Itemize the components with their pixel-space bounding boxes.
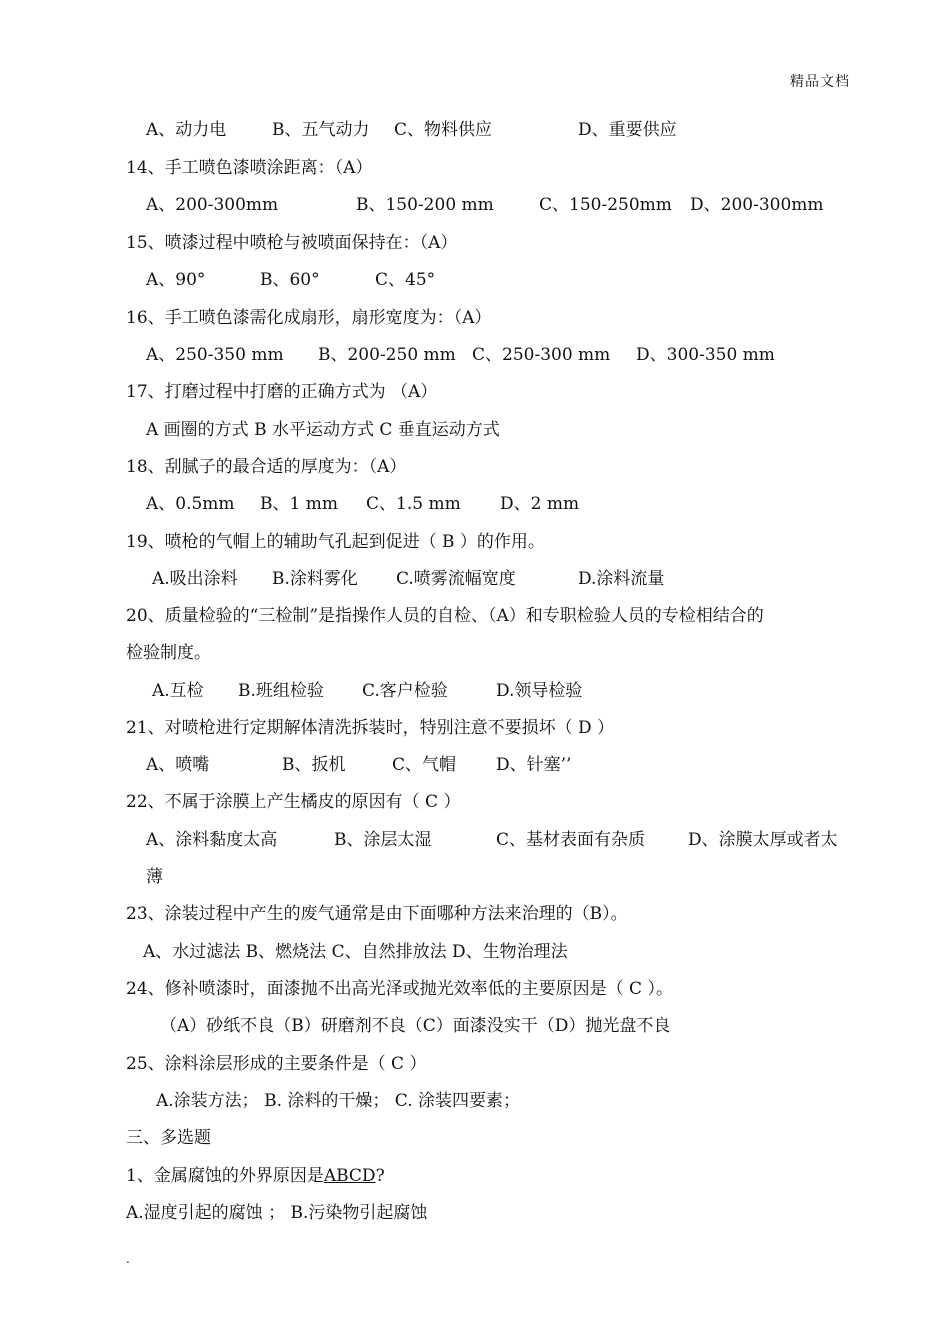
option: D、200-300mm bbox=[690, 195, 824, 215]
question-stem: 15、喷漆过程中喷枪与被喷面保持在：（A） bbox=[126, 233, 458, 253]
option: B、60° bbox=[260, 270, 320, 290]
option: D、2 mm bbox=[500, 494, 580, 514]
question-stem: 17、打磨过程中打磨的正确方式为 （A） bbox=[126, 382, 438, 402]
option: C、基材表面有杂质 bbox=[496, 830, 646, 850]
question-stem bbox=[126, 1164, 385, 1188]
question-stem: 18、刮腻子的最合适的厚度为：（A） bbox=[126, 457, 407, 477]
option: D、重要供应 bbox=[578, 120, 677, 140]
question-stem: 25、涂料涂层形成的主要条件是（ C ） bbox=[126, 1054, 427, 1074]
stem-text: 1、金属腐蚀的外界原因是 bbox=[126, 1166, 324, 1186]
option: C、1.5 mm bbox=[366, 494, 461, 514]
question-stem: 22、不属于涂膜上产生橘皮的原因有（ C ） bbox=[126, 792, 461, 812]
option: B、涂层太湿 bbox=[334, 830, 432, 850]
option: B、五气动力 bbox=[272, 120, 370, 140]
section-title: 三、多选题 bbox=[126, 1128, 211, 1148]
option-continued: 薄 bbox=[146, 867, 163, 887]
option: D、涂膜太厚或者太 bbox=[688, 830, 838, 850]
option: A、0.5mm bbox=[146, 494, 235, 514]
option: C、45° bbox=[375, 270, 436, 290]
option: A、200-300mm bbox=[146, 195, 279, 215]
question-options: A 画圈的方式 B 水平运动方式 C 垂直运动方式 bbox=[146, 420, 500, 440]
option: C、气帽 bbox=[392, 755, 457, 775]
option: D.领导检验 bbox=[496, 681, 583, 701]
option: D、针塞’’ bbox=[496, 755, 572, 775]
option: A、涂料黏度太高 bbox=[146, 830, 278, 850]
option: B、150-200 mm bbox=[356, 195, 494, 215]
option: B.班组检验 bbox=[238, 681, 324, 701]
answer-text: ABCD bbox=[323, 1166, 376, 1186]
option: B、1 mm bbox=[260, 494, 338, 514]
option: A、动力电 bbox=[146, 120, 227, 140]
stem-suffix: ? bbox=[375, 1166, 385, 1186]
question-options: A.涂装方法； B. 涂料的干燥； C. 涂装四要素； bbox=[156, 1091, 520, 1111]
option: D.涂料流量 bbox=[578, 569, 665, 589]
option: B、扳机 bbox=[282, 755, 346, 775]
question-stem: 19、喷枪的气帽上的辅助气孔起到促进（ B ）的作用。 bbox=[126, 532, 545, 552]
option: C.喷雾流幅宽度 bbox=[396, 569, 516, 589]
question-stem-continued: 检验制度。 bbox=[126, 643, 211, 663]
question-stem: 24、修补喷漆时，面漆抛不出高光泽或抛光效率低的主要原因是（ C ）。 bbox=[126, 979, 673, 999]
option: C、150-250mm bbox=[539, 195, 672, 215]
question-stem: 20、质量检验的“三检制”是指操作人员的自检、（A）和专职检验人员的专检相结合的 bbox=[126, 606, 764, 626]
option: B、200-250 mm bbox=[318, 345, 456, 365]
option: A、喷嘴 bbox=[146, 755, 210, 775]
footer-mark: . bbox=[126, 1252, 130, 1266]
page-header: 精品文档 bbox=[790, 74, 850, 90]
option: C、250-300 mm bbox=[472, 345, 611, 365]
question-stem: 21、对喷枪进行定期解体清洗拆装时，特别注意不要损坏（ D ） bbox=[126, 718, 615, 738]
question-stem: 16、手工喷色漆需化成扇形，扇形宽度为：（A） bbox=[126, 308, 492, 328]
option: D、300-350 mm bbox=[636, 345, 775, 365]
question-options: （A）砂纸不良（B）研磨剂不良（C）面漆没实干（D）抛光盘不良 bbox=[160, 1016, 671, 1036]
option: A、250-350 mm bbox=[146, 345, 284, 365]
option: B.涂料雾化 bbox=[272, 569, 358, 589]
option: C.客户检验 bbox=[362, 681, 448, 701]
option: C、物料供应 bbox=[394, 120, 493, 140]
question-stem: 23、涂装过程中产生的废气通常是由下面哪种方法来治理的（B）。 bbox=[126, 904, 628, 924]
option: A.互检 bbox=[152, 681, 204, 701]
question-options: A.湿度引起的腐蚀 ； B.污染物引起腐蚀 bbox=[126, 1203, 428, 1223]
question-options: A、水过滤法 B、燃烧法 C、自然排放法 D、生物治理法 bbox=[143, 942, 568, 962]
option: A、90° bbox=[146, 270, 206, 290]
question-stem: 14、手工喷色漆喷涂距离：（A） bbox=[126, 158, 373, 178]
option: A.吸出涂料 bbox=[152, 569, 238, 589]
